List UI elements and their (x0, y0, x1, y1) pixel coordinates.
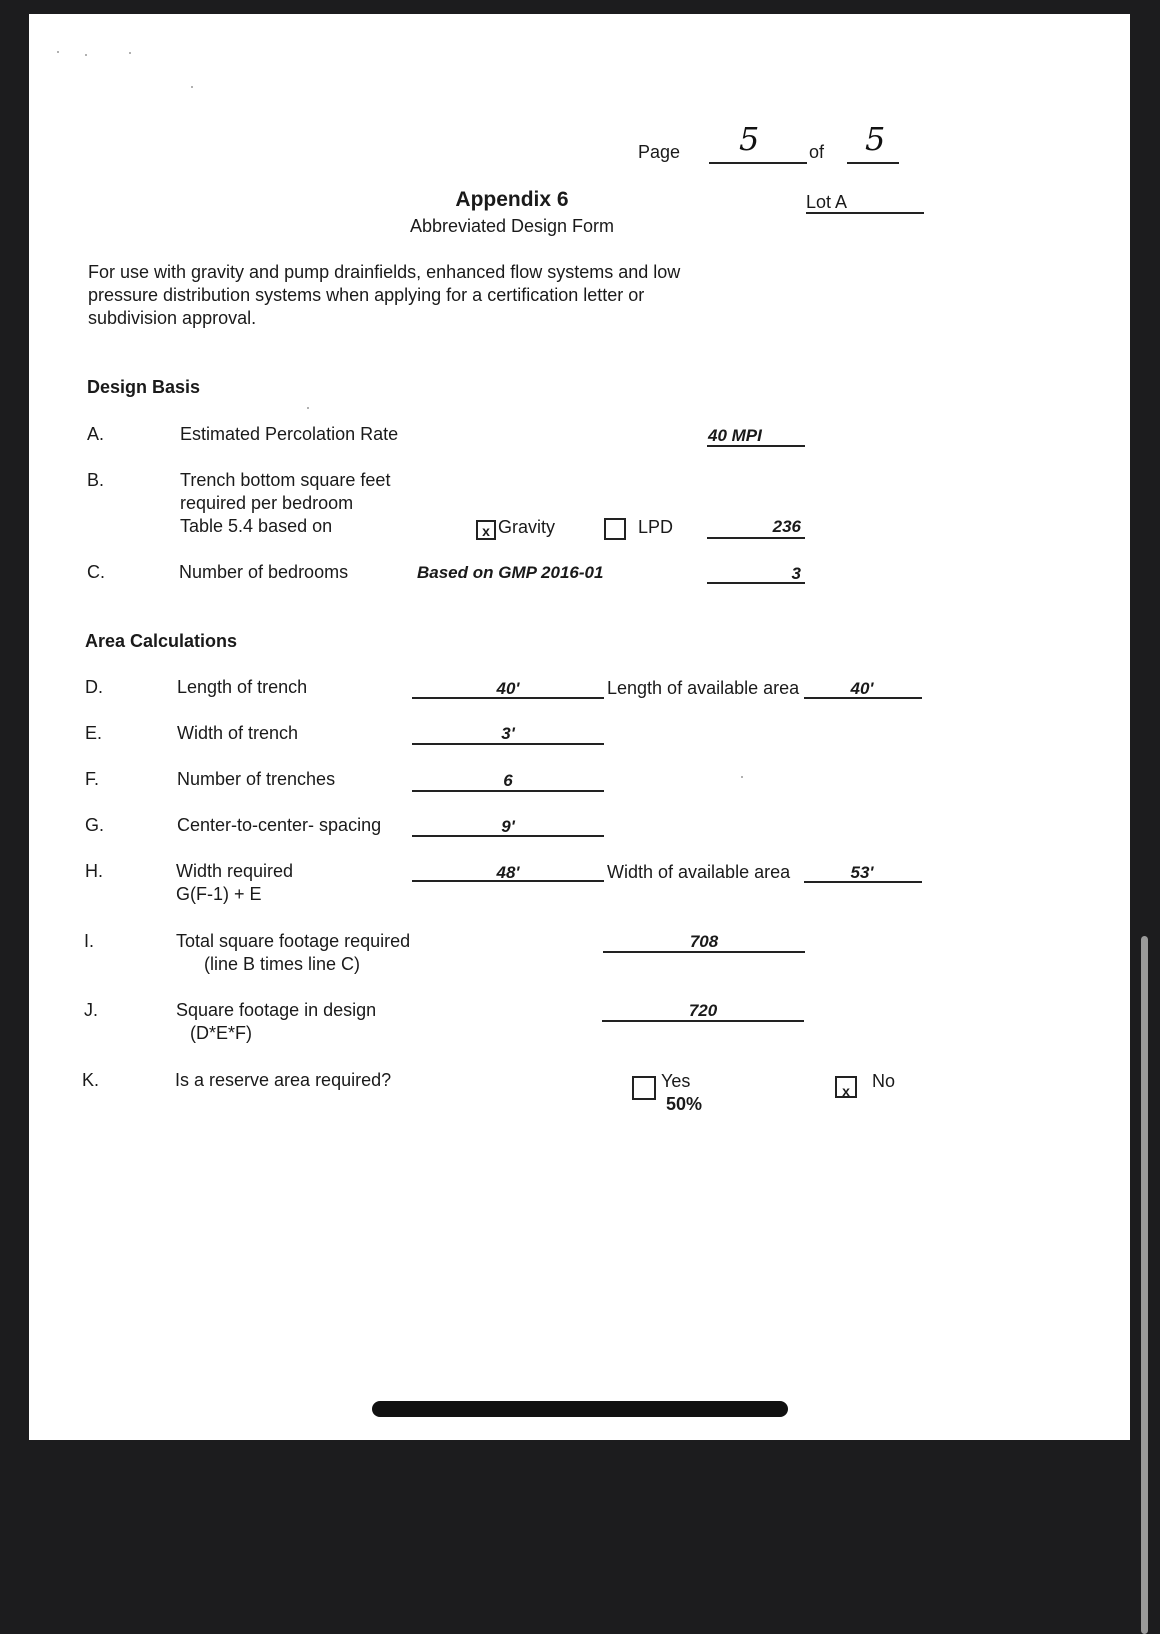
page-number-handwritten: 5 (739, 120, 760, 158)
available-width-label: Width of available area (607, 862, 791, 882)
row-k-label: Is a reserve area required? (175, 1070, 392, 1090)
scan-speck (741, 776, 743, 778)
row-c-label: Number of bedrooms (179, 562, 349, 582)
trench-count-line (412, 790, 604, 792)
row-h-label-2: G(F-1) + E (176, 884, 262, 904)
row-h-label-1: Width required (176, 861, 294, 881)
design-basis-heading: Design Basis (87, 377, 201, 397)
trench-length-value: 40' (496, 679, 520, 698)
row-i-label-2: (line B times line C) (204, 954, 361, 974)
available-width-value: 53' (850, 863, 874, 882)
gravity-checkbox[interactable]: x (476, 520, 496, 540)
of-label: of (809, 142, 825, 162)
intro-line-3: subdivision approval. (88, 308, 257, 328)
reserve-yes-checkbox[interactable] (632, 1076, 656, 1100)
vertical-scrollbar[interactable] (1141, 936, 1148, 1634)
row-c-letter: C. (87, 562, 105, 582)
total-sqft-required-line (603, 951, 805, 953)
available-length-label: Length of available area (607, 678, 800, 698)
reserve-yes-label: Yes (661, 1071, 691, 1091)
scan-speck (129, 52, 131, 54)
row-a-letter: A. (87, 424, 105, 444)
row-f-letter: F. (85, 769, 100, 789)
row-i-letter: I. (84, 931, 95, 951)
row-g-letter: G. (85, 815, 105, 835)
home-indicator[interactable] (372, 1401, 788, 1417)
page-number-line (709, 162, 807, 164)
bedrooms-line (707, 582, 805, 584)
lot-label: Lot A (806, 192, 848, 212)
trench-count-value: 6 (503, 771, 513, 790)
row-b-label-2: required per bedroom (180, 493, 354, 513)
available-length-value: 40' (850, 679, 874, 698)
row-j-label-1: Square footage in design (176, 1000, 377, 1020)
document-page (29, 14, 1130, 1440)
row-k-letter: K. (82, 1070, 100, 1090)
row-a-label: Estimated Percolation Rate (180, 424, 399, 444)
design-sqft-line (602, 1020, 804, 1022)
intro-line-2: pressure distribution systems when applying for a certification letter or (88, 285, 645, 305)
trench-length-line (412, 697, 604, 699)
page-total-line (847, 162, 899, 164)
trench-width-line (412, 743, 604, 745)
available-width-line (804, 881, 922, 883)
row-h-letter: H. (85, 861, 103, 881)
width-required-line (412, 880, 604, 882)
lpd-label: LPD (638, 517, 674, 537)
lot-line (806, 212, 924, 214)
spacing-line (412, 835, 604, 837)
scan-speck (85, 54, 87, 56)
row-b-label-1: Trench bottom square feet (180, 470, 391, 490)
row-e-letter: E. (85, 723, 103, 743)
percolation-rate-line (707, 445, 805, 447)
row-j-label-2: (D*E*F) (190, 1023, 252, 1043)
row-b-label-3: Table 5.4 based on (180, 516, 333, 536)
document-subtitle: Abbreviated Design Form (409, 216, 615, 236)
trench-width-value: 3' (501, 724, 515, 743)
scan-speck (307, 407, 309, 409)
trench-sqft-line (707, 537, 805, 539)
row-d-letter: D. (85, 677, 103, 697)
page-total-handwritten: 5 (865, 120, 886, 158)
row-d-label: Length of trench (177, 677, 308, 697)
lpd-checkbox[interactable] (604, 518, 626, 540)
row-g-label: Center-to-center- spacing (177, 815, 382, 835)
trench-sqft-value: 236 (772, 517, 801, 536)
width-required-value: 48' (496, 863, 520, 882)
page-label: Page (638, 142, 681, 162)
design-sqft-value: 720 (688, 1001, 718, 1020)
total-sqft-required-value: 708 (689, 932, 719, 951)
percolation-rate-value: 40 MPI (708, 426, 762, 445)
row-b-letter: B. (87, 470, 105, 490)
bedrooms-value: 3 (791, 564, 801, 583)
scan-speck (57, 51, 59, 53)
scan-speck (191, 86, 193, 88)
area-calculations-heading: Area Calculations (85, 631, 238, 651)
gravity-label: Gravity (498, 517, 556, 537)
reserve-no-label: No (872, 1071, 896, 1091)
spacing-value: 9' (501, 817, 515, 836)
available-length-line (804, 697, 922, 699)
row-f-label: Number of trenches (177, 769, 336, 789)
row-e-label: Width of trench (177, 723, 299, 743)
document-title: Appendix 6 (455, 188, 569, 211)
reserve-no-checkbox[interactable]: x (835, 1076, 857, 1098)
intro-line-1: For use with gravity and pump drainfields, enhanced flow systems and low (88, 262, 681, 282)
reserve-yes-note: 50% (666, 1094, 703, 1114)
bedrooms-note: Based on GMP 2016-01 (417, 563, 604, 582)
row-i-label-1: Total square footage required (176, 931, 411, 951)
row-j-letter: J. (84, 1000, 99, 1020)
